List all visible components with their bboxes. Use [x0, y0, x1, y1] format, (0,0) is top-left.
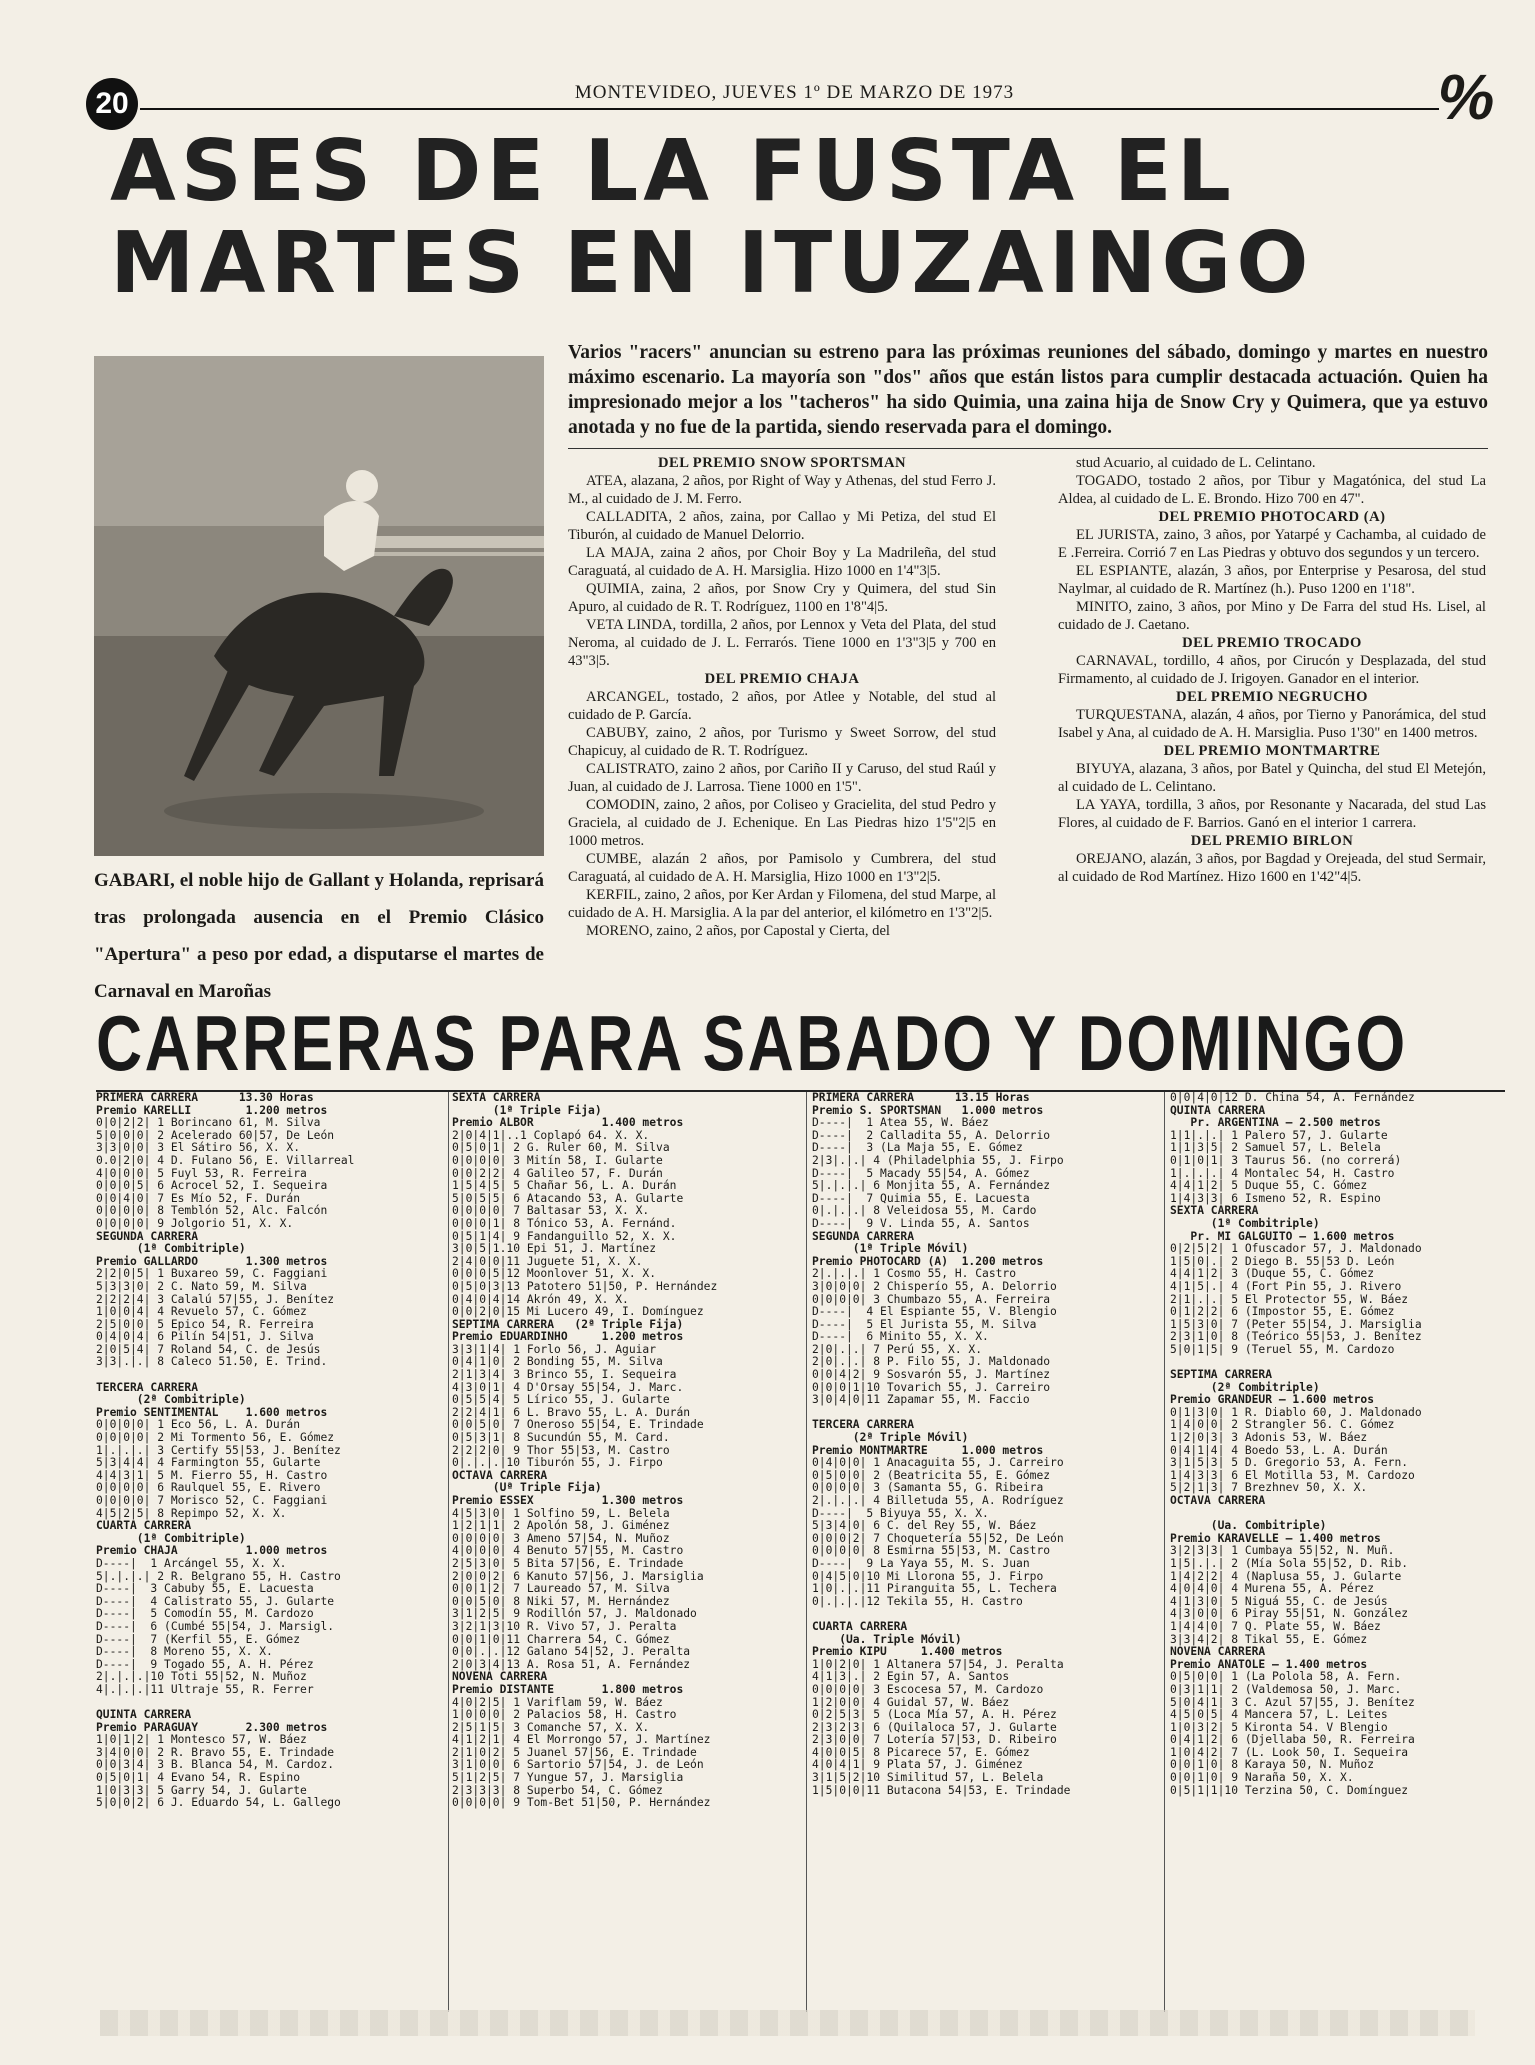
race-entry: 0|0|0|0| 3 Chumbazo 55, A. Ferreira: [812, 1292, 1051, 1306]
race-entry: 2|5|0|0| 5 Epico 54, R. Ferreira: [96, 1317, 314, 1331]
race-heading: Premio KIPU 1.400 metros: [812, 1645, 1003, 1659]
race-entry: 0|5|1|4| 9 Fandanguillo 52, X. X.: [452, 1229, 677, 1243]
horse-entry-paragraph: CUMBE, alazán 2 años, por Pamisolo y Cumbrera, del stud Caraguatá, al cuidado de A. H. Marsiglia, Hizo 1000 en 1'3"2|5.: [568, 851, 996, 885]
race-entry: 0|5|0|3|13 Patotero 51|50, P. Hernández: [452, 1279, 718, 1293]
race-entry: 0|0|3|4| 3 B. Blanca 54, M. Cardoz.: [96, 1758, 335, 1772]
race-entry: 1|0|0|4| 4 Revuelo 57, C. Gómez: [96, 1305, 307, 1319]
race-heading: Premio ANATOLE — 1.400 metros: [1170, 1657, 1368, 1671]
race-entry: 0|.|.|.|12 Tekila 55, H. Castro: [812, 1594, 1023, 1608]
horse-entry-paragraph: CARNAVAL, tordillo, 4 años, por Cirucón y Desplazada, del stud Firmamento, al cuidado de J. Irigoyen. Ganador en el interior.: [1058, 653, 1486, 687]
race-entry: 1|0|3|2| 5 Kironta 54. V Blengio: [1170, 1720, 1388, 1734]
dateline: MONTEVIDEO, JUEVES 1º DE MARZO DE 1973: [574, 82, 1015, 103]
race-entry: 0|0|4|0| 7 Es Mío 52, F. Durán: [96, 1191, 301, 1205]
race-entry: D----| 5 Comodín 55, M. Cardozo: [96, 1607, 314, 1621]
race-entry: 1|4|4|0| 7 Q. Plate 55, W. Báez: [1170, 1619, 1381, 1633]
race-entry: 2|.|.|.| 4 Billetuda 55, A. Rodríguez: [812, 1494, 1064, 1507]
race-entry: 0|0|1|0| 9 Naraña 50, X. X.: [1170, 1771, 1354, 1785]
race-entry: 5|3|4|4| 4 Farmington 55, Gularte: [96, 1456, 321, 1470]
race-entry: 0|5|0|1| 2 G. Ruler 60, M. Silva: [452, 1141, 670, 1155]
race-entry: 2|0|0|2| 6 Kanuto 57|56, J. Marsiglia: [452, 1569, 704, 1583]
headline-line-1: ASES DE LA FUSTA EL: [110, 122, 1236, 221]
race-entry: [96, 1369, 448, 1382]
race-entry: 0|0|1|0| 8 Karaya 50, N. Muñoz: [1170, 1758, 1375, 1772]
race-entry: 2|0|.|.| 8 P. Filo 55, J. Maldonado: [812, 1355, 1051, 1369]
horse-entry-paragraph: MINITO, zaino, 3 años, por Mino y De Farra del stud Hs. Lisel, al cuidado de J. Caetano.: [1058, 599, 1486, 633]
race-entry: 1|2|1|1| 2 Apolón 58, J. Giménez: [452, 1519, 670, 1533]
race-entry: 0|0|2|2| 4 Galileo 57, F. Durán: [452, 1166, 663, 1180]
prize-heading: DEL PREMIO TROCADO: [1182, 635, 1362, 651]
race-entry: 4|4|1|2| 5 Duque 55, C. Gómez: [1170, 1179, 1368, 1193]
race-entry: 5|.|.|.| 6 Monjita 55, A. Fernández: [812, 1179, 1051, 1193]
race-entry: 2|.|.|.| 1 Cosmo 55, H. Castro: [812, 1267, 1017, 1281]
article-column-1: [568, 454, 996, 940]
race-entry: 0|2|5|2| 1 Ofuscador 57, J. Maldonado: [1170, 1242, 1422, 1256]
race-heading: (2ª Combitriple): [96, 1393, 246, 1407]
race-entry: 3|2|3|3| 1 Cumbaya 55|52, N. Muñ.: [1170, 1544, 1395, 1558]
race-entry: 4|5|2|5| 8 Repimpo 52, X. X.: [96, 1506, 287, 1520]
race-entry: 0|0|0|0| 6 Raulquel 55, E. Rivero: [96, 1481, 321, 1495]
race-heading: TERCERA CARRERA: [812, 1418, 915, 1432]
jockey-horse-photo: [94, 356, 544, 856]
race-entry: D----| 5 Macady 55|54, A. Gómez: [812, 1166, 1030, 1180]
race-entry: 5|0|0|0| 2 Acelerado 60|57, De León: [96, 1128, 335, 1142]
horse-entry-paragraph: MORENO, zaino, 2 años, por Capostal y Cierta, del: [586, 923, 890, 939]
race-entry: 2|1|0|2| 5 Juanel 57|56, E. Trindade: [452, 1745, 697, 1759]
race-entry: 4|5|0|5| 4 Mancera 57, L. Leites: [1170, 1708, 1388, 1722]
race-entry: 0|0|0|0| 3 Mitín 58, I. Gularte: [452, 1153, 663, 1167]
race-heading: SEPTIMA CARRERA: [1170, 1368, 1273, 1382]
race-entry: D----| 1 Atea 55, W. Báez: [812, 1116, 989, 1130]
race-entry: 0|0|.|.|12 Galano 54|52, J. Peralta: [452, 1645, 691, 1659]
race-entry: 0|1|0|1| 3 Taurus 56. (no correrá): [1170, 1153, 1402, 1167]
race-heading: SEGUNDA CARRERA: [812, 1229, 915, 1243]
race-entry: 1|4|0|0| 2 Strangler 56. C. Gómez: [1170, 1418, 1395, 1432]
race-entry: D----| 6 Minito 55, X. X.: [812, 1330, 989, 1344]
race-entry: 3|3|0|0| 3 El Sátiro 56, X. X.: [96, 1141, 301, 1155]
race-entry: 2|2|4|1| 6 L. Bravo 55, L. A. Durán: [452, 1405, 691, 1419]
race-entry: 2|1|.|.| 5 El Protector 55, W. Báez: [1170, 1292, 1409, 1306]
race-heading: Premio ESSEX 1.300 metros: [452, 1494, 684, 1507]
headline-line-2: MARTES EN ITUZAINGO: [110, 214, 1314, 313]
race-entry: 0|0|1|0|11 Charrera 54, C. Gómez: [452, 1632, 670, 1646]
race-entry: 0|5|0|1| 4 Evano 54, R. Espino: [96, 1771, 301, 1785]
race-entry: D----| 3 Cabuby 55, E. Lacuesta: [96, 1582, 314, 1596]
race-heading: Pr. MI GALGUITO — 1.600 metros: [1170, 1229, 1395, 1243]
horse-entry-paragraph: OREJANO, alazán, 3 años, por Bagdad y Orejeada, del stud Sermair, al cuidado de Rod Martínez. Hizo 1600 en 1'42"4|5.: [1058, 851, 1486, 885]
race-entry: 0|1|3|0| 1 R. Diablo 60, J. Maldonado: [1170, 1405, 1422, 1419]
race-heading: Premio SENTIMENTAL 1.600 metros: [96, 1405, 328, 1419]
horse-entry-paragraph: CALISTRATO, zaino 2 años, por Cariño II y Caruso, del stud Raúl y Juan, al cuidado de J. Larrosa. Tiene 1000 en 1'5".: [568, 761, 996, 795]
race-entry: 0|5|0|0| 2 (Beatricita 55, E. Gómez: [812, 1468, 1051, 1482]
race-entry: 0|0|0|2| 7 Choquetería 55|52, De León: [812, 1531, 1064, 1545]
race-entry: 0|0|0|0| 1 Eco 56, L. A. Durán: [96, 1418, 301, 1432]
intro-rule: [568, 448, 1488, 449]
bleed-through-strip: [100, 2010, 1475, 2036]
race-heading: Premio GALLARDO 1.300 metros: [96, 1254, 328, 1268]
race-entry: 0|4|5|0|10 Mi Llorona 55, J. Firpo: [812, 1569, 1044, 1583]
race-entry: 2|2|2|4| 3 Calalú 57|55, J. Benítez: [96, 1292, 335, 1306]
race-entry: D----| 8 Moreno 55, X. X.: [96, 1645, 273, 1659]
race-entry: 0|4|0|4|14 Akrón 49, X. X.: [452, 1292, 629, 1306]
horse-entry-paragraph: BIYUYA, alazana, 3 años, por Batel y Quincha, del stud El Metejón, al cuidado de L. Celintano.: [1058, 761, 1486, 795]
race-entry: 5|0|1|5| 9 (Teruel 55, M. Cardozo: [1170, 1342, 1395, 1356]
race-heading: (Uª Triple Fija): [452, 1481, 602, 1495]
race-heading: QUINTA CARRERA: [1170, 1103, 1266, 1117]
race-entry: 3|4|0|0| 2 R. Bravo 55, E. Trindade: [96, 1745, 335, 1759]
race-entry: 0|5|5|4| 5 Lírico 55, J. Gularte: [452, 1393, 670, 1407]
race-entry: 4|0|0|0| 4 Benuto 57|55, M. Castro: [452, 1544, 684, 1558]
race-entry: 4|3|0|1| 4 D'Orsay 55|54, J. Marc.: [452, 1380, 684, 1394]
race-entry: 3|0|4|0|11 Zapamar 55, M. Faccio: [812, 1393, 1030, 1407]
race-entry: 3|1|5|2|10 Similitud 57, L. Belela: [812, 1771, 1044, 1785]
race-entry: 0|0|0|0| 3 Ameno 57|54, N. Muñoz: [452, 1531, 670, 1545]
race-entry: 3|3|4|2| 8 Tikal 55, E. Gómez: [1170, 1632, 1368, 1646]
race-heading: (Ua. Triple Móvil): [812, 1632, 962, 1646]
race-entry: 4|3|0|0| 6 Piray 55|51, N. González: [1170, 1607, 1409, 1621]
race-entry: 5|3|3|0| 2 C. Nato 59, M. Silva: [96, 1279, 307, 1293]
race-heading: (2ª Triple Móvil): [812, 1431, 969, 1445]
race-entry: 0|0|4|2| 9 Sosvarón 55, J. Martínez: [812, 1368, 1051, 1382]
race-entry: 4|0|4|1| 9 Plata 57, J. Giménez: [812, 1758, 1023, 1772]
race-entry: D----| 5 El Jurista 55, M. Silva: [812, 1317, 1037, 1331]
column-divider: [806, 1092, 807, 2012]
race-entry: 2|.|.|.|10 Toti 55|52, N. Muñoz: [96, 1670, 307, 1684]
race-heading: Premio PARAGUAY 2.300 metros: [96, 1720, 328, 1734]
race-entry: 2|0|3|4|13 A. Rosa 51, A. Fernández: [452, 1657, 691, 1671]
race-entry: 0|4|1|4| 4 Boedo 53, L. A. Durán: [1170, 1443, 1388, 1457]
race-heading: Premio S. SPORTSMAN 1.000 metros: [812, 1103, 1044, 1117]
race-entry: 3|2|1|3|10 R. Vivo 57, J. Peralta: [452, 1619, 677, 1633]
race-column-1: [96, 1092, 448, 1810]
race-entry: 4|0|4|0| 4 Murena 55, A. Pérez: [1170, 1582, 1375, 1596]
race-entry: 1|2|0|0| 4 Guidal 57, W. Báez: [812, 1695, 1010, 1709]
race-heading: Premio KARAVELLE — 1.400 metros: [1170, 1531, 1381, 1545]
race-entry: 1|4|3|3| 6 El Motilla 53, M. Cardozo: [1170, 1468, 1415, 1482]
race-entry: D----| 4 Calistrato 55, J. Gularte: [96, 1594, 335, 1608]
race-entry: 4|4|1|2| 3 (Duque 55, C. Gómez: [1170, 1267, 1375, 1281]
race-heading: OCTAVA CARRERA: [452, 1468, 548, 1482]
race-heading: (1ª Triple Móvil): [812, 1242, 969, 1256]
race-heading: Premio KARELLI 1.200 metros: [96, 1103, 328, 1117]
article-intro: Varios "racers" anuncian su estreno para las próximas reuniones del sábado, domingo y martes en nuestro máximo escenario. La mayoría son "dos" años que están listos para cumplir destacada actuación. Quien ha impresionado mejor a los "tacheros" ha sido Quimia, una zaina hija de Snow Cry y Quimera, que ya estuvo anotada y no fue de la partida, siendo reservada para el domingo.: [568, 342, 1488, 438]
sub-headline: CARRERAS PARA SABADO Y DOMINGO: [96, 999, 1408, 1087]
race-entry: 0|3|1|1| 2 (Valdemosa 50, J. Marc.: [1170, 1682, 1402, 1696]
race-heading: NOVENA CARRERA: [1170, 1645, 1266, 1659]
column-divider: [448, 1092, 449, 2012]
race-entry: 2|5|1|5| 3 Comanche 57, X. X.: [452, 1720, 650, 1734]
race-entry: 3|1|5|3| 5 D. Gregorio 53, A. Fern.: [1170, 1456, 1409, 1470]
race-entry: 5|0|5|5| 6 Atacando 53, A. Gularte: [452, 1191, 684, 1205]
race-entry: 0|0|0|0| 3 Escocesa 57, M. Cardozo: [812, 1682, 1044, 1696]
newspaper-logo: %: [1437, 61, 1495, 133]
race-entry: 0|0|5|0| 8 Niki 57, M. Hernández: [452, 1594, 670, 1608]
race-heading: (1ª Combitriple): [1170, 1216, 1320, 1230]
prize-heading: DEL PREMIO CHAJA: [704, 671, 860, 687]
race-entry: 1|.|.|.| 3 Certify 55|53, J. Benítez: [96, 1443, 341, 1457]
race-entry: 3|0|5|1.10 Epi 51, J. Martínez: [452, 1242, 657, 1256]
race-heading: SEXTA CARRERA: [1170, 1204, 1259, 1218]
race-entry: 0|0|0|5|12 Moonlover 51, X. X.: [452, 1267, 657, 1281]
prize-heading: DEL PREMIO PHOTOCARD (A): [1158, 509, 1386, 525]
race-entry: D----| 1 Arcángel 55, X. X.: [96, 1556, 287, 1570]
race-entry: 2|0|4|1|..1 Coplapó 64. X. X.: [452, 1128, 650, 1142]
race-heading: Premio GRANDEUR — 1.600 metros: [1170, 1393, 1375, 1407]
race-entry: 2|1|3|4| 3 Brinco 55, I. Sequeira: [452, 1368, 677, 1382]
race-entry: 4|1|5|.| 4 (Fort Pin 55, J. Rivero: [1170, 1279, 1402, 1293]
race-entry: 5|3|4|0| 6 C. del Rey 55, W. Báez: [812, 1519, 1037, 1533]
race-entry: 0|0|0|0| 7 Baltasar 53, X. X.: [452, 1204, 650, 1218]
race-entry: 0|4|1|2| 6 (Djellaba 50, R. Ferreira: [1170, 1733, 1415, 1747]
race-entry: 3|1|2|5| 9 Rodillón 57, J. Maldonado: [452, 1607, 697, 1621]
race-heading: (2ª Combitriple): [1170, 1380, 1320, 1394]
race-entry: 5|.|.|.| 2 R. Belgrano 55, H. Castro: [96, 1569, 341, 1583]
race-heading: (1ª Combitriple): [96, 1531, 246, 1545]
race-heading: Premio MONTMARTRE 1.000 metros: [812, 1443, 1044, 1457]
race-entry: 3|0|0|0| 2 Chisperío 55, A. Delorrio: [812, 1279, 1057, 1293]
article-column-2: [1058, 454, 1486, 886]
horse-entry-paragraph: ATEA, alazana, 2 años, por Right of Way y Athenas, del stud Ferro J. M., al cuidado de J. M. Ferro.: [568, 473, 996, 507]
race-heading: (1ª Triple Fija): [452, 1103, 602, 1117]
photo-caption: GABARI, el noble hijo de Gallant y Holanda, reprisará tras prolongada ausencia en el Premio Clásico "Apertura" a peso por edad, a disputarse el martes de Carnaval en Maroñas: [94, 870, 544, 1002]
race-heading: (Ua. Combitriple): [1170, 1519, 1327, 1533]
race-entry: D----| 9 Togado 55, A. H. Pérez: [96, 1657, 314, 1671]
race-entry: 1|0|2|0| 1 Altanera 57|54, J. Peralta: [812, 1657, 1064, 1671]
prize-heading: DEL PREMIO SNOW SPORTSMAN: [657, 455, 907, 471]
race-entry: 1|5|3|0| 7 (Peter 55|54, J. Marsiglia: [1170, 1317, 1422, 1331]
horse-entry-paragraph: COMODIN, zaino, 2 años, por Coliseo y Gracielita, del stud Pedro y Graciela, al cuidado de J. Echenique. En Las Piedras hizo 1'5"2|5 en 1000 metros.: [568, 797, 996, 849]
race-entry: 5|0|4|1| 3 C. Azul 57|55, J. Benítez: [1170, 1695, 1415, 1709]
race-entry: 0|0|4|0|12 D. China 54, A. Fernández: [1170, 1092, 1415, 1104]
race-heading: Premio EDUARDINHO 1.200 metros: [452, 1330, 684, 1344]
race-entry: 1|0|1|2| 1 Montesco 57, W. Báez: [96, 1733, 307, 1747]
race-entry: 2|3|1|0| 8 (Teórico 55|53, J. Benítez: [1170, 1330, 1422, 1344]
race-heading: CUARTA CARRERA: [812, 1619, 908, 1633]
race-heading: NOVENA CARRERA: [452, 1670, 548, 1684]
race-entry: 0|.|.|.|10 Tiburón 55, J. Firpo: [452, 1456, 663, 1470]
main-headline: [110, 122, 1475, 313]
race-entry: 0|4|0|0| 1 Anacaguita 55, J. Carreiro: [812, 1456, 1064, 1470]
race-entry: 3|3|.|.| 8 Caleco 51.50, E. Trind.: [96, 1355, 328, 1369]
race-heading: Premio DISTANTE 1.800 metros: [452, 1682, 684, 1696]
race-entry: 2|3|.|.| 4 (Philadelphia 55, J. Firpo: [812, 1153, 1064, 1167]
race-entry: 2|0|.|.| 7 Perú 55, X. X.: [812, 1342, 983, 1356]
race-entry: 0|5|3|1| 8 Sucundún 55, M. Card.: [452, 1431, 670, 1445]
race-entry: 2|0|5|4| 7 Roland 54, C. de Jesús: [96, 1342, 321, 1356]
horse-entry-paragraph: LA MAJA, zaina 2 años, por Choir Boy y La Madrileña, del stud Caraguatá, al cuidado de A. H. Marsiglia. Hizo 1000 en 1'4"3|5.: [568, 545, 996, 579]
race-entry: 2|3|2|3| 6 (Quilaloca 57, J. Gularte: [812, 1720, 1057, 1734]
race-entry: 4|1|2|1| 4 El Morrongo 57, J. Martínez: [452, 1733, 711, 1747]
horse-entry-paragraph: CALLADITA, 2 años, zaina, por Callao y Mi Petiza, del stud El Tiburón, al cuidado de Manuel Delorrio.: [568, 509, 996, 543]
race-entry: 1|2|0|3| 3 Adonis 53, W. Báez: [1170, 1431, 1368, 1445]
race-entry: 0|4|1|0| 2 Bonding 55, M. Silva: [452, 1355, 663, 1369]
race-heading: Premio CHAJA 1.000 metros: [96, 1544, 328, 1558]
race-entry: 1|1|3|5| 2 Samuel 57, L. Belela: [1170, 1141, 1381, 1155]
race-entry: 4|4|3|1| 5 M. Fierro 55, H. Castro: [96, 1468, 328, 1482]
race-entry: 1|0|.|.|11 Piranguita 55, L. Techera: [812, 1582, 1057, 1596]
horse-entry-paragraph: ARCANGEL, tostado, 2 años, por Atlee y Notable, del stud al cuidado de P. García.: [568, 689, 996, 723]
race-entry: D----| 6 (Cumbé 55|54, J. Marsigl.: [96, 1619, 335, 1633]
race-entry: 4|0|2|5| 1 Variflam 59, W. Báez: [452, 1695, 663, 1709]
page-number-badge: 20: [86, 78, 138, 130]
prize-heading: DEL PREMIO MONTMARTRE: [1163, 743, 1381, 759]
header-rule: [140, 108, 1439, 110]
race-entry: 0|0|2|0|15 Mi Lucero 49, I. Domínguez: [452, 1305, 704, 1319]
race-entry: D----| 2 Calladita 55, A. Delorrio: [812, 1128, 1051, 1142]
race-entry: D----| 9 V. Linda 55, A. Santos: [812, 1216, 1030, 1230]
race-heading: SEXTA CARRERA: [452, 1092, 541, 1104]
race-entry: 0|0|0|0| 8 Esmirna 55|53, M. Castro: [812, 1544, 1051, 1558]
race-entry: 4|.|.|.|11 Ultraje 55, R. Ferrer: [96, 1682, 314, 1696]
race-entry: D----| 7 (Kerfil 55, E. Gómez: [96, 1632, 301, 1646]
race-entry: 1|0|0|0| 2 Palacios 58, H. Castro: [452, 1708, 677, 1722]
race-entry: 0|0|0|0| 9 Tom-Bet 51|50, P. Hernández: [452, 1796, 711, 1810]
race-entry: 0|0|5|0| 7 Oneroso 55|54, E. Trindade: [452, 1418, 704, 1432]
horse-entry-paragraph: EL JURISTA, zaino, 3 años, por Yatarpé y Cachamba, al cuidado de E .Ferreira. Corrió 7 en Las Piedras y obtuvo dos segundos y un tercero.: [1058, 527, 1486, 561]
race-entry: 0.0|2|0| 4 D. Fulano 56, E. Villarreal: [96, 1153, 355, 1167]
race-entry: 1|0|4|2| 7 (L. Look 50, I. Sequeira: [1170, 1745, 1409, 1759]
race-entry: 0|0|0|0| 2 Mi Tormento 56, E. Gómez: [96, 1431, 335, 1445]
race-heading: (1ª Combitriple): [96, 1242, 246, 1256]
horse-entry-paragraph: LA YAYA, tordilla, 3 años, por Resonante y Nacarada, del stud Las Flores, al cuidado de F. Barrios. Ganó en el interior 1 carrera.: [1058, 797, 1486, 831]
photo-illustration: [94, 356, 544, 856]
race-entry: 2|3|0|0| 7 Lotería 57|53, D. Ribeiro: [812, 1733, 1057, 1747]
race-entry: 2|5|3|0| 5 Bita 57|56, E. Trindade: [452, 1556, 684, 1570]
horse-entry-paragraph: CABUBY, zaino, 2 años, por Turismo y Sweet Sorrow, del stud Chapicuy, al cuidado de R. T. Rodríguez.: [568, 725, 996, 759]
race-entry: 1|5|0|0|11 Butacona 54|53, E. Trindade: [812, 1783, 1071, 1797]
race-entry: 0|2|5|3| 5 (Loca Mía 57, A. H. Pérez: [812, 1708, 1057, 1722]
race-entry: 2|2|0|5| 1 Buxareo 59, C. Faggiani: [96, 1267, 328, 1281]
race-entry: D----| 5 Biyuya 55, X. X.: [812, 1506, 989, 1520]
race-entry: 1|0|3|3| 5 Garry 54, J. Gularte: [96, 1783, 307, 1797]
race-entry: 0|0|0|0| 9 Jolgorio 51, X. X.: [96, 1216, 294, 1230]
race-entry: D----| 4 El Espiante 55, V. Blengio: [812, 1305, 1057, 1319]
race-entry: 0|0|1|2| 7 Laureado 57, M. Silva: [452, 1582, 670, 1596]
race-entry: 1|1|.|.| 1 Palero 57, J. Gularte: [1170, 1128, 1388, 1142]
race-entry: 1|4|2|2| 4 (Naplusa 55, J. Gularte: [1170, 1569, 1402, 1583]
race-entry: 0|.|.|.| 8 Veleidosa 55, M. Cardo: [812, 1204, 1037, 1218]
race-heading: Premio ALBOR 1.400 metros: [452, 1116, 684, 1130]
race-heading: PRIMERA CARRERA 13.30 Horas: [96, 1092, 314, 1104]
race-entry: 1|.|.|.| 4 Montalec 54, H. Castro: [1170, 1166, 1395, 1180]
race-entry: 5|2|1|3| 7 Brezhnev 50, X. X.: [1170, 1481, 1368, 1495]
column-divider: [1164, 1092, 1165, 2012]
race-entry: 5|1|2|5| 7 Yungue 57, J. Marsiglia: [452, 1771, 684, 1785]
race-entry: 0|0|0|1| 8 Tónico 53, A. Fernánd.: [452, 1216, 677, 1230]
race-entry: 2|3|3|3| 8 Superbo 54, C. Gómez: [452, 1783, 663, 1797]
race-heading: SEGUNDA CARRERA: [96, 1229, 199, 1243]
horse-entry-paragraph: QUIMIA, zaina, 2 años, por Snow Cry y Quimera, del stud Sin Apuro, al cuidado de R. T. Rodríguez, 1100 en 1'8"4|5.: [568, 581, 996, 615]
prize-heading: DEL PREMIO BIRLON: [1190, 833, 1354, 849]
race-entry: 5|0|0|2| 6 J. Eduardo 54, L. Gallego: [96, 1796, 341, 1810]
race-column-4: [1170, 1092, 1522, 1797]
race-entry: 4|1|3|0| 5 Niguá 55, C. de Jesús: [1170, 1594, 1388, 1608]
race-entry: 0|5|0|0| 1 (La Polola 58, A. Fern.: [1170, 1670, 1402, 1684]
race-heading: TERCERA CARRERA: [96, 1380, 199, 1394]
race-entry: 0|0|2|2| 1 Borincano 61, M. Silva: [96, 1116, 321, 1130]
race-entry: 0|0|0|1|10 Tovarich 55, J. Carreiro: [812, 1380, 1051, 1394]
race-entry: 2|2|2|0| 9 Thor 55|53, M. Castro: [452, 1443, 670, 1457]
horse-entry-paragraph: TOGADO, tostado 2 años, por Tibur y Magatónica, del stud La Aldea, al cuidado de L. E. Brondo. Hizo 700 en 47".: [1058, 473, 1486, 507]
race-entry: D----| 7 Quimia 55, E. Lacuesta: [812, 1191, 1030, 1205]
race-entry: 1|5|4|5| 5 Chañar 56, L. A. Durán: [452, 1179, 677, 1193]
race-entry: 0|0|0|0| 3 (Samanta 55, G. Ribeira: [812, 1481, 1044, 1495]
race-entry: 3|1|0|0| 6 Sartorio 57|54, J. de León: [452, 1758, 704, 1772]
race-entry: D----| 9 La Yaya 55, M. S. Juan: [812, 1556, 1030, 1570]
race-entry: 4|1|3|.| 2 Egin 57, A. Santos: [812, 1670, 1010, 1684]
horse-entry-paragraph: EL ESPIANTE, alazán, 3 años, por Enterprise y Pesarosa, del stud Naylmar, al cuidado de R. Martínez (h.). Puso 1200 en 1'18".: [1058, 563, 1486, 597]
race-entry: 0|5|1|1|10 Terzina 50, C. Domínguez: [1170, 1783, 1409, 1797]
horse-entry-paragraph: VETA LINDA, tordilla, 2 años, por Lennox y Veta del Plata, del stud Neroma, al cuidado de J. L. Ferrarós. Tiene 1000 en 1'3"3|5 y 700 en 43"3|5.: [568, 617, 996, 669]
race-entry: 1|5|0|.| 2 Diego B. 55|53 D. León: [1170, 1254, 1395, 1268]
race-entry: 0|1|2|2| 6 (Impostor 55, E. Gómez: [1170, 1305, 1395, 1319]
race-entry: D----| 3 (La Maja 55, E. Gómez: [812, 1141, 1023, 1155]
race-heading: PRIMERA CARRERA 13.15 Horas: [812, 1092, 1030, 1104]
race-entry: 4|5|3|0| 1 Solfino 59, L. Belela: [452, 1506, 670, 1520]
race-entry: 0|0|0|0| 8 Temblón 52, Alc. Falcón: [96, 1204, 328, 1218]
race-heading: SEPTIMA CARRERA (2ª Triple Fija): [452, 1317, 684, 1331]
race-entry: 0|0|0|5| 6 Acrocel 52, I. Sequeira: [96, 1179, 328, 1193]
race-column-3: [812, 1092, 1164, 1797]
race-entry: 0|4|0|4| 6 Pilín 54|51, J. Silva: [96, 1330, 314, 1344]
horse-entry-paragraph: stud Acuario, al cuidado de L. Celintano.: [1076, 455, 1316, 471]
race-heading: OCTAVA CARRERA: [1170, 1494, 1266, 1507]
race-entry: 4|0|0|0| 5 Fuyl 53, R. Ferreira: [96, 1166, 307, 1180]
race-entry: 2|4|0|0|11 Juguete 51, X. X.: [452, 1254, 643, 1268]
race-entry: 1|4|3|3| 6 Ismeno 52, R. Espino: [1170, 1191, 1381, 1205]
horse-entry-paragraph: KERFIL, zaino, 2 años, por Ker Ardan y Filomena, del stud Marpe, al cuidado de A. H. Marsiglia. A la par del anterior, el kilómetro en 1'3"2|5.: [568, 887, 996, 921]
race-entry: 0|0|0|0| 7 Morisco 52, C. Faggiani: [96, 1494, 328, 1507]
race-heading: Pr. ARGENTINA — 2.500 metros: [1170, 1116, 1381, 1130]
race-column-2: [452, 1092, 804, 1810]
race-entry: 3|3|1|4| 1 Forlo 56, J. Aguiar: [452, 1342, 657, 1356]
race-heading: Premio PHOTOCARD (A) 1.200 metros: [812, 1254, 1044, 1268]
race-entry: 4|0|0|5| 8 Picarece 57, E. Gómez: [812, 1745, 1030, 1759]
race-heading: QUINTA CARRERA: [96, 1708, 192, 1722]
horse-entry-paragraph: TURQUESTANA, alazán, 4 años, por Tierno y Panorámica, del stud Isabel y Ana, al cuidado de A. H. Marsiglia. Puso 1'30" en 1400 metros.: [1058, 707, 1486, 741]
prize-heading: DEL PREMIO NEGRUCHO: [1176, 689, 1368, 705]
race-entry: 1|5|.|.| 2 (Mía Sola 55|52, D. Rib.: [1170, 1556, 1409, 1570]
race-heading: CUARTA CARRERA: [96, 1519, 192, 1533]
